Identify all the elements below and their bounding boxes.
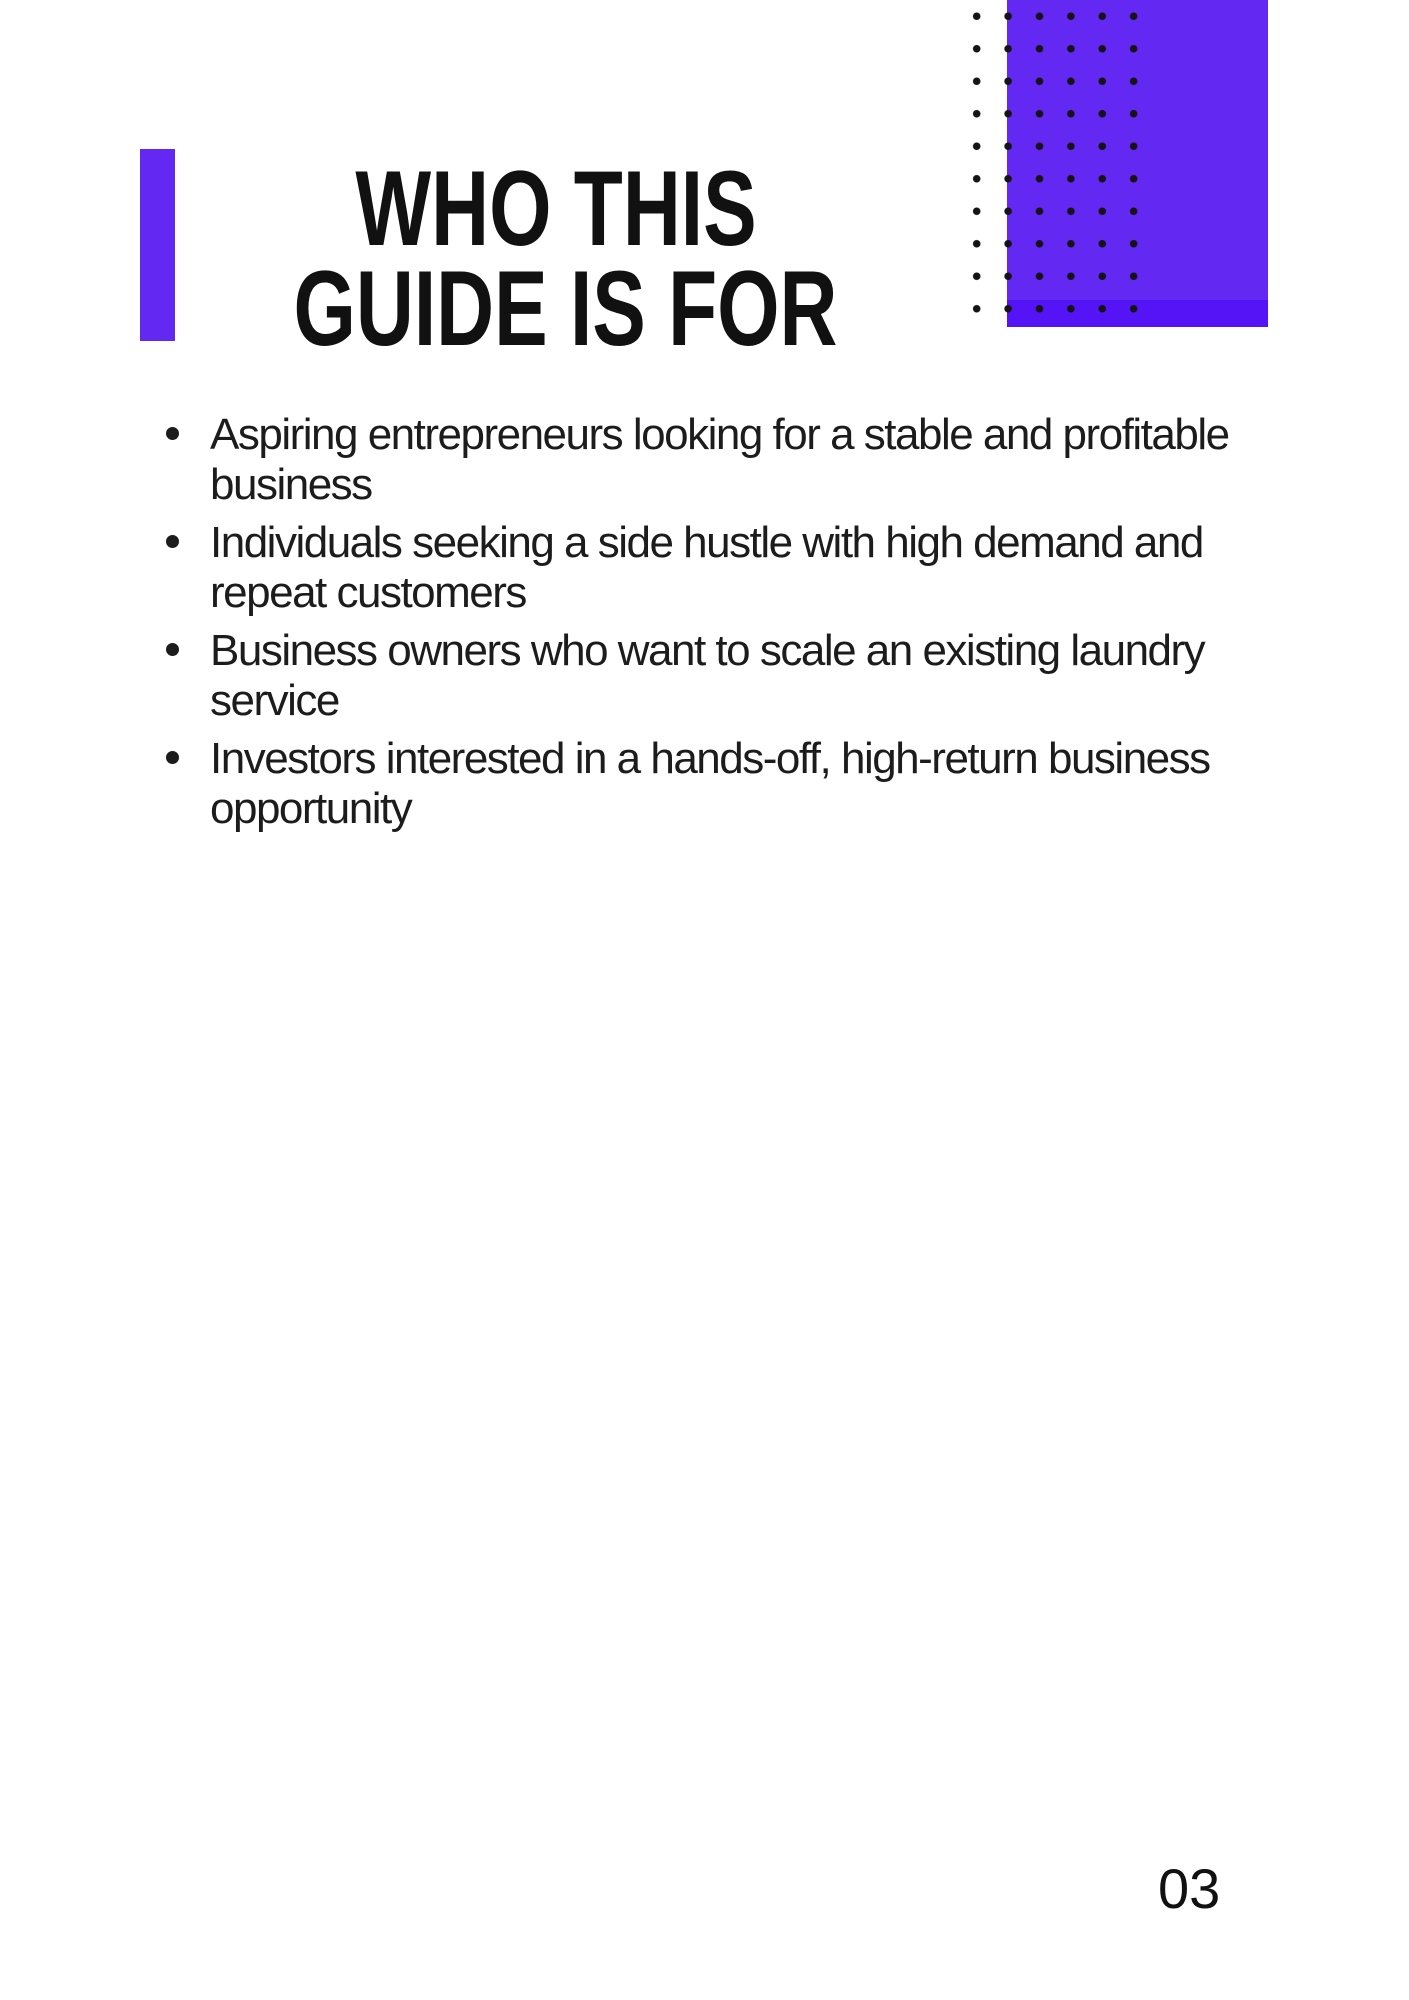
list-item	[210, 410, 1270, 510]
page-number: 03	[1158, 1857, 1221, 1920]
list-item-line: Business owners who want to scale an existing laundry	[210, 626, 1205, 675]
accent-bar	[140, 149, 175, 341]
page-title-line-1: WHO THIS	[355, 148, 757, 268]
list-item-line: repeat customers	[210, 568, 526, 617]
dot-pattern	[961, 0, 1150, 325]
list-item-line: service	[210, 676, 339, 725]
list-item-line: Aspiring entrepreneurs looking for a stable and profitable	[210, 410, 1229, 459]
page-title	[293, 148, 838, 368]
list-item-line: Individuals seeking a side hustle with high demand and	[210, 518, 1203, 567]
list-item	[210, 518, 1270, 618]
list-item	[210, 734, 1270, 834]
bullet-list	[210, 410, 1270, 842]
page-title-line-2: GUIDE IS FOR	[293, 248, 838, 368]
list-item-line: business	[210, 460, 372, 509]
list-item-line: opportunity	[210, 784, 412, 833]
list-item	[210, 626, 1270, 726]
list-item-line: Investors interested in a hands-off, high-return business	[210, 734, 1210, 783]
